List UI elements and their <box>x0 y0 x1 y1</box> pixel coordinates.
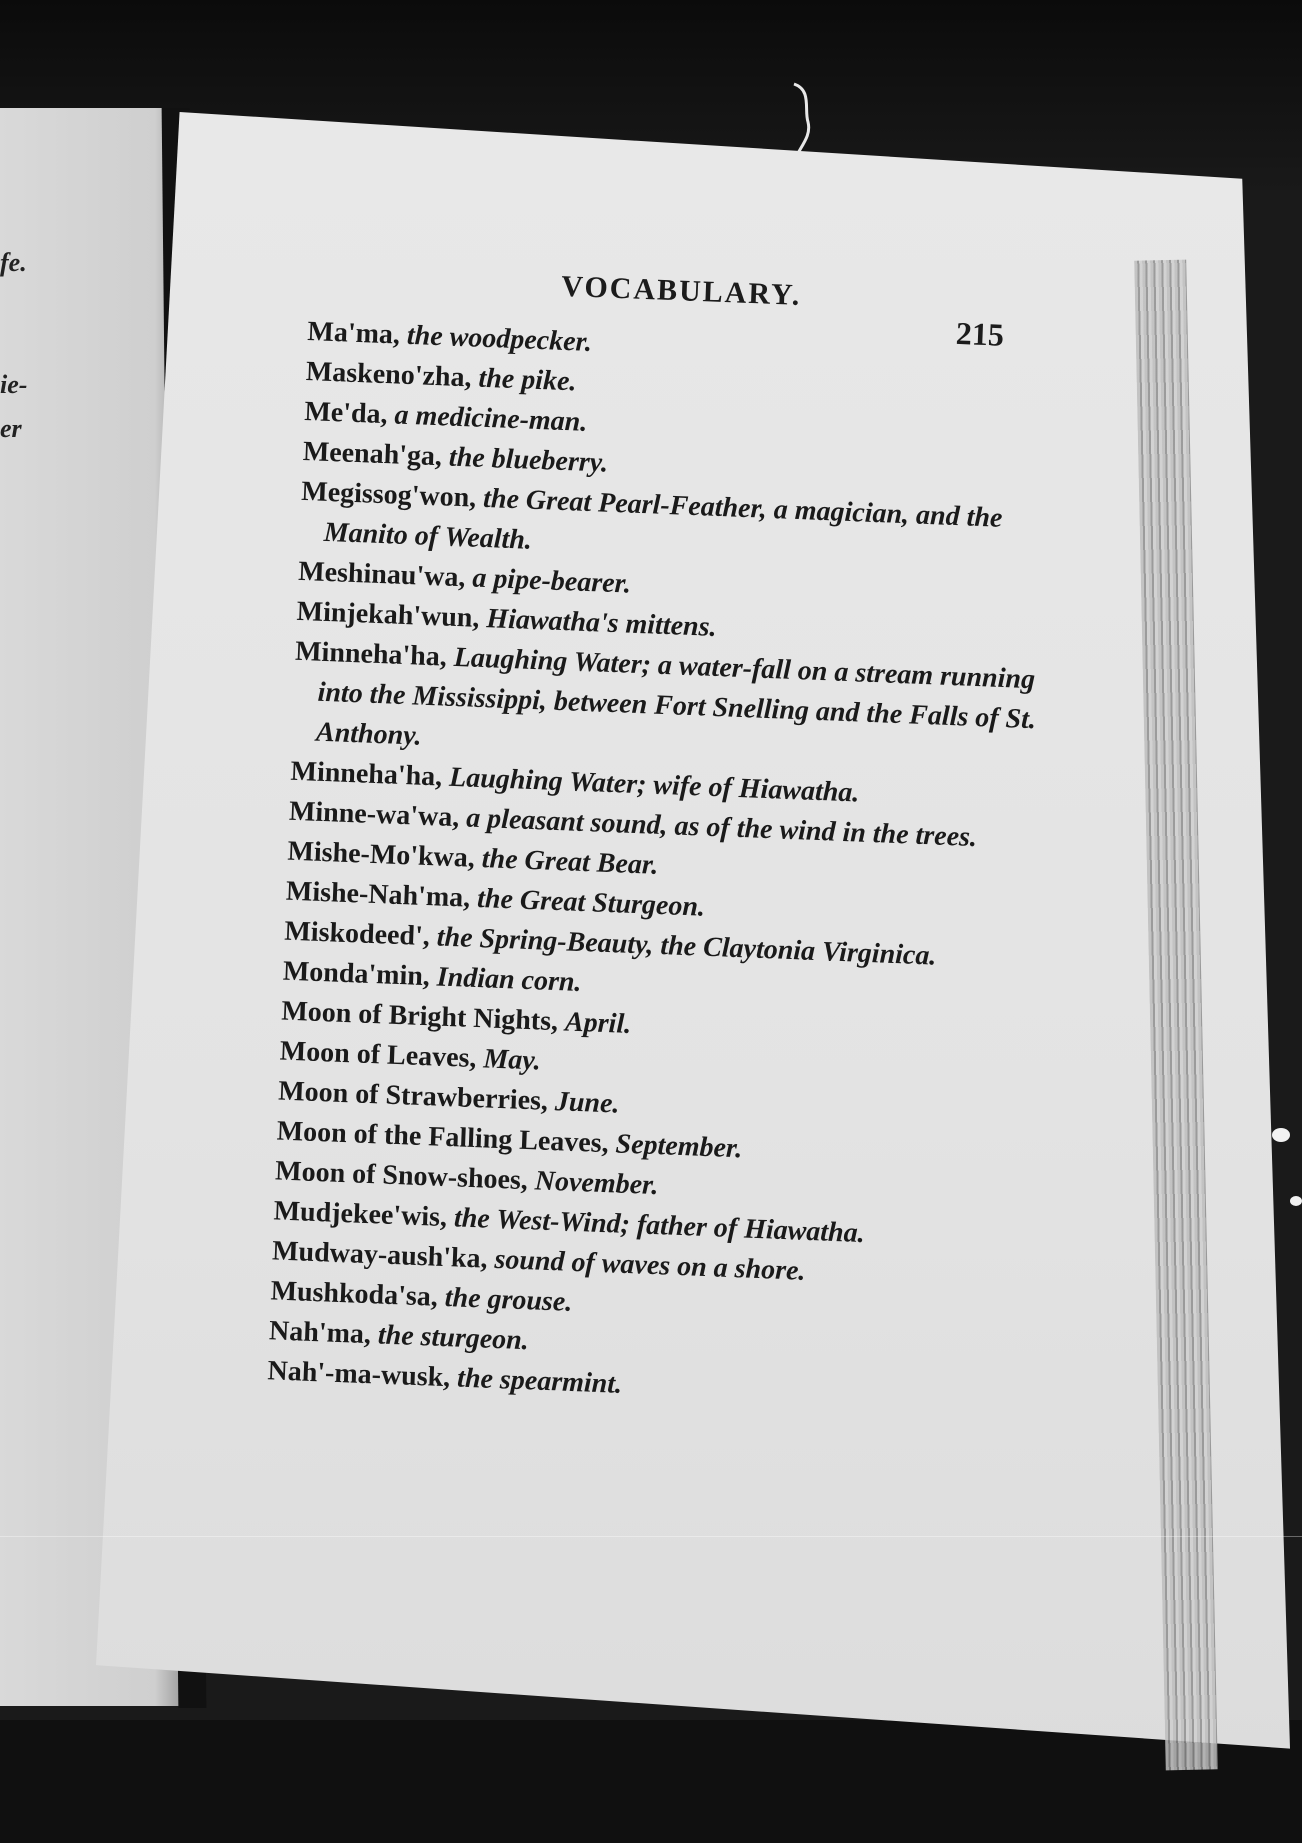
entry-term: Moon of Leaves, <box>279 1035 478 1075</box>
entry-term: Miskodeed', <box>283 915 431 953</box>
entry-term: Meshinau'wa, <box>297 555 467 594</box>
entry-definition: a pleasant sound, as of the wind in the trees. <box>465 802 978 854</box>
scan-line-artifact <box>0 1536 1302 1537</box>
entry-definition: April. <box>564 1006 632 1040</box>
entry-term: Megissog'won, <box>300 475 477 514</box>
entry-term: Minne-wa'wa, <box>288 795 460 834</box>
entry-definition: the West-Wind; father of Hiawatha. <box>453 1202 866 1250</box>
entry-definition: a medicine-man. <box>393 399 588 438</box>
entry-definition: Laughing Water; a water-fall on a stream running into the Mississippi, between Fort Snelling and the Falls of St. Anthony. <box>315 641 1037 752</box>
entry-definition: a pipe-bearer. <box>471 562 632 600</box>
entry-definition: the Great Pearl-Feather, a magician, and the Manito of Wealth. <box>323 482 1003 556</box>
entry-definition: June. <box>554 1086 621 1120</box>
entry-definition: May. <box>482 1043 542 1077</box>
entry-term: Moon of Bright Nights, <box>280 995 559 1038</box>
entry-definition: Indian corn. <box>436 961 583 999</box>
entry-term: Ma'ma, <box>306 316 401 351</box>
entry-definition: sound of waves on a shore. <box>493 1243 807 1287</box>
entry-definition: the woodpecker. <box>406 319 593 358</box>
entry-term: Monda'min, <box>282 955 431 993</box>
left-page-fragment: fe. <box>0 248 27 277</box>
entry-term: Minneha'ha, <box>294 635 448 673</box>
entry-term: Moon of Snow-shoes, <box>274 1155 529 1197</box>
entry-definition: November. <box>534 1165 660 1202</box>
scan-speck <box>1272 1128 1290 1142</box>
entry-definition: the blueberry. <box>448 441 609 479</box>
entry-definition: the Great Sturgeon. <box>476 882 706 923</box>
entry-definition: September. <box>615 1128 743 1165</box>
entry-definition: the Great Bear. <box>481 843 659 881</box>
entry-term: Mishe-Mo'kwa, <box>286 835 476 874</box>
entry-term: Nah'-ma-wusk, <box>266 1355 451 1394</box>
loose-thread-mark <box>790 82 818 168</box>
left-page-fragment: ie- <box>0 370 28 399</box>
entry-term: Me'da, <box>303 396 389 431</box>
scan-speck <box>1290 1196 1302 1206</box>
entry-term: Mushkoda'sa, <box>270 1275 439 1313</box>
scan-background-bottom <box>0 1720 1302 1843</box>
vocabulary-list <box>267 312 1068 1420</box>
entry-term: Meenah'ga, <box>302 435 443 473</box>
entry-term: Minneha'ha, <box>290 755 443 793</box>
entry-term: Moon of Strawberries, <box>277 1075 549 1117</box>
entry-term: Nah'ma, <box>268 1315 372 1351</box>
entry-definition: the grouse. <box>444 1282 573 1318</box>
entry-term: Moon of the Falling Leaves, <box>276 1115 610 1160</box>
entry-term: Mudjekee'wis, <box>273 1195 448 1234</box>
entry-definition: the sturgeon. <box>377 1319 530 1357</box>
left-page-fragment: er <box>0 414 22 443</box>
page-number: 215 <box>955 314 1005 353</box>
entry-definition: the Spring-Beauty, the Claytonia Virginica. <box>436 921 937 972</box>
entry-term: Mudway-aush'ka, <box>271 1235 489 1275</box>
running-head: VOCABULARY. <box>560 269 802 312</box>
entry-term: Minjekah'wun, <box>296 595 481 634</box>
entry-definition: Hiawatha's mittens. <box>485 603 718 643</box>
entry-definition: Laughing Water; wife of Hiawatha. <box>448 761 860 809</box>
entry-term: Maskeno'zha, <box>305 356 473 394</box>
entry-term: Mishe-Nah'ma, <box>285 875 471 914</box>
entry-definition: the pike. <box>477 362 578 398</box>
entry-definition: the spearmint. <box>456 1362 623 1400</box>
